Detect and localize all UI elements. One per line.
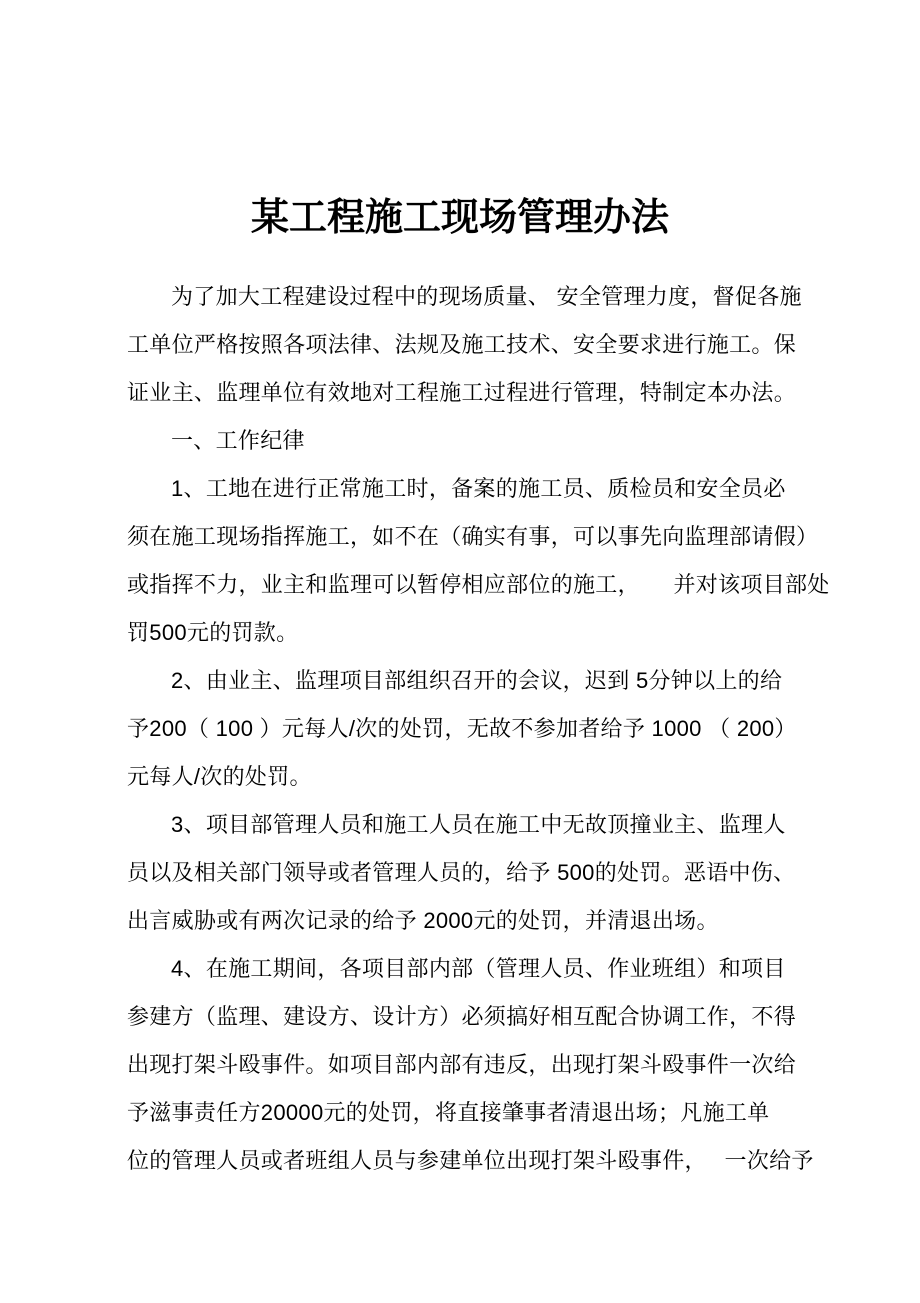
text-line: 2、由业主、监理项目部组织召开的会议，迟到 5分钟以上的给 (171, 668, 783, 693)
text-line: 或指挥不力，业主和监理可以暂停相应部位的施工， 并对该项目部处 (127, 572, 830, 597)
text-line: 参建方（监理、建设方、设计方）必须搞好相互配合协调工作，不得 (127, 1004, 797, 1029)
document-body (127, 273, 837, 1185)
text-line: 罚500元的罚款。 (127, 620, 299, 645)
text-line: 证业主、监理单位有效地对工程施工过程进行管理，特制定本办法。 (127, 380, 797, 405)
text-line: 元每人/次的处罚。 (127, 764, 312, 789)
text-line: 1、工地在进行正常施工时，备案的施工员、质检员和安全员必 (171, 476, 786, 501)
text-line: 工单位严格按照各项法律、法规及施工技术、安全要求进行施工。保 (127, 332, 797, 357)
text-line: 3、项目部管理人员和施工人员在施工中无故顶撞业主、监理人 (171, 812, 786, 837)
text-line: 予200（ 100 ）元每人/次的处罚，无故不参加者给予 1000 （ 200） (127, 716, 797, 741)
text-line: 4、在施工期间，各项目部内部（管理人员、作业班组）和项目 (171, 956, 786, 981)
text-line: 为了加大工程建设过程中的现场质量、 安全管理力度，督促各施 (171, 284, 802, 309)
text-line: 位的管理人员或者班组人员与参建单位出现打架斗殴事件， 一次给予 (127, 1148, 814, 1173)
document-title: 某工程施工现场管理办法 (250, 197, 669, 239)
text-line: 须在施工现场指挥施工，如不在（确实有事，可以事先向监理部请假） (127, 524, 819, 549)
text-line: 一、工作纪律 (171, 428, 305, 453)
text-line: 予滋事责任方20000元的处罚，将直接肇事者清退出场；凡施工单 (127, 1100, 770, 1125)
text-line: 出现打架斗殴事件。如项目部内部有违反，出现打架斗殴事件一次给 (127, 1052, 797, 1077)
text-line: 出言威胁或有两次记录的给予 2000元的处罚，并清退出场。 (127, 908, 719, 933)
text-line: 员以及相关部门领导或者管理人员的，给予 500的处罚。恶语中伤、 (127, 860, 796, 885)
